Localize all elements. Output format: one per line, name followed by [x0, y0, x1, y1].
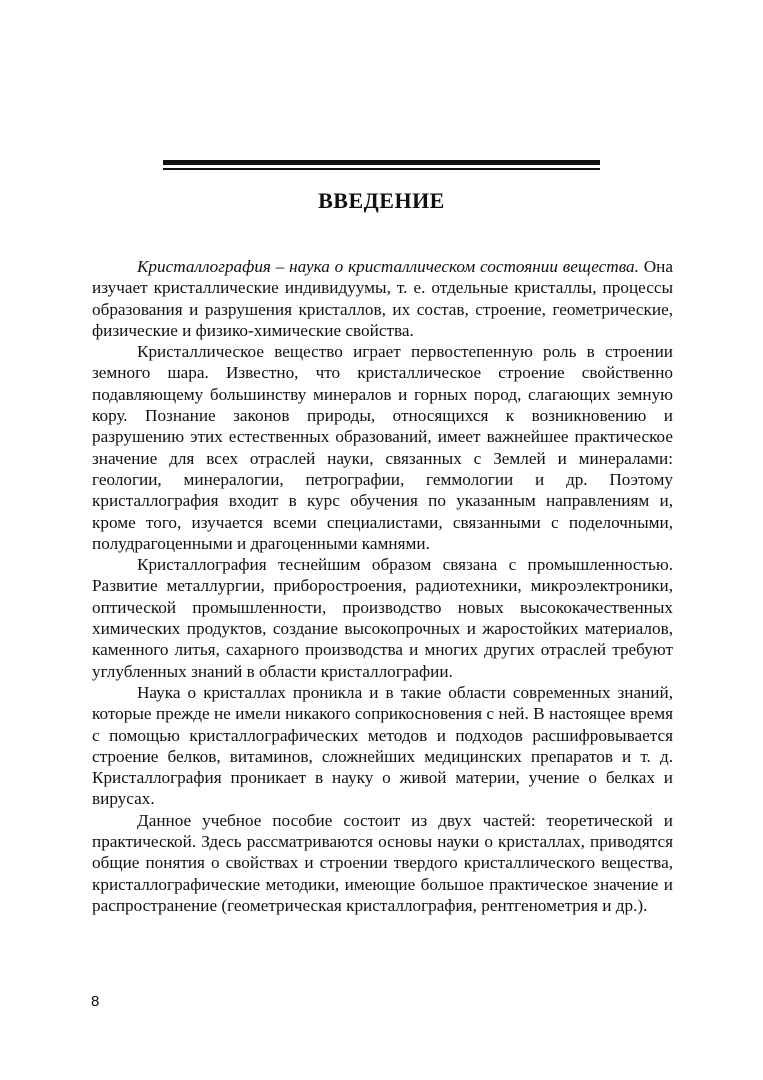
chapter-title: ВВЕДЕНИЕ: [318, 188, 445, 213]
body-text: [92, 256, 673, 916]
paragraph-5: Данное учебное пособие состоит из двух частей: теоретической и практической. Здесь рассматриваются основы науки о кристаллах, приводятся общие понятия о свойствах и строении твердого кристаллического вещества, кристаллографические методики, имеющие большое практическое значение и распространение (геометрическая кристаллография, рентгенометрия и др.).: [92, 810, 673, 915]
header-rule-thick: [163, 160, 600, 165]
paragraph-1-text: Она изучает кристаллические индивидуумы, т. е. отдельные кристаллы, процессы образования и разрушения кристаллов, их состав, строение, геометрические, физические и физико-химические свойства.: [92, 257, 673, 340]
page-number: 8: [91, 993, 100, 1010]
paragraph-2: Кристаллическое вещество играет первостепенную роль в строении земного шара. Известно, что кристаллическое строение свойственно подавляющему большинству минералов и горных пород, слагающих земную кору. Познание законов природы, относящихся к возникновению и разрушению этих естественных образований, имеет важнейшее практическое значение для всех отраслей науки, связанных с Землей и минералами: геологии, минералогии, петрографии, геммологии и др. Поэтому кристаллография входит в курс обучения по указанным направлениям и, кроме того, изучается всеми специалистами, связанными с поделочными, полудрагоценными и драгоценными камнями.: [92, 342, 673, 553]
paragraph-3: Кристаллография теснейшим образом связана с промышленностью. Развитие металлургии, приборостроения, радиотехники, микроэлектроники, оптической промышленности, производство новых высококачественных химических продуктов, создание высокопрочных и жаростойких материалов, каменного литья, сахарного производства и многих других отраслей требуют углубленных знаний в области кристаллографии.: [92, 555, 673, 681]
paragraph-4: Наука о кристаллах проникла и в такие области современных знаний, которые прежде не имели никакого соприкосновения с ней. В настоящее время с помощью кристаллографических методов и подходов расшифровывается строение белков, витаминов, сложнейших медицинских препаратов и т. д. Кристаллография проникает в науку о живой материи, учение о белках и вирусах.: [92, 682, 673, 809]
paragraph-1: [92, 256, 673, 341]
header-rule-thin: [163, 168, 600, 170]
definition-lead: Кристаллография – наука о кристаллическом состоянии вещества.: [137, 257, 639, 276]
